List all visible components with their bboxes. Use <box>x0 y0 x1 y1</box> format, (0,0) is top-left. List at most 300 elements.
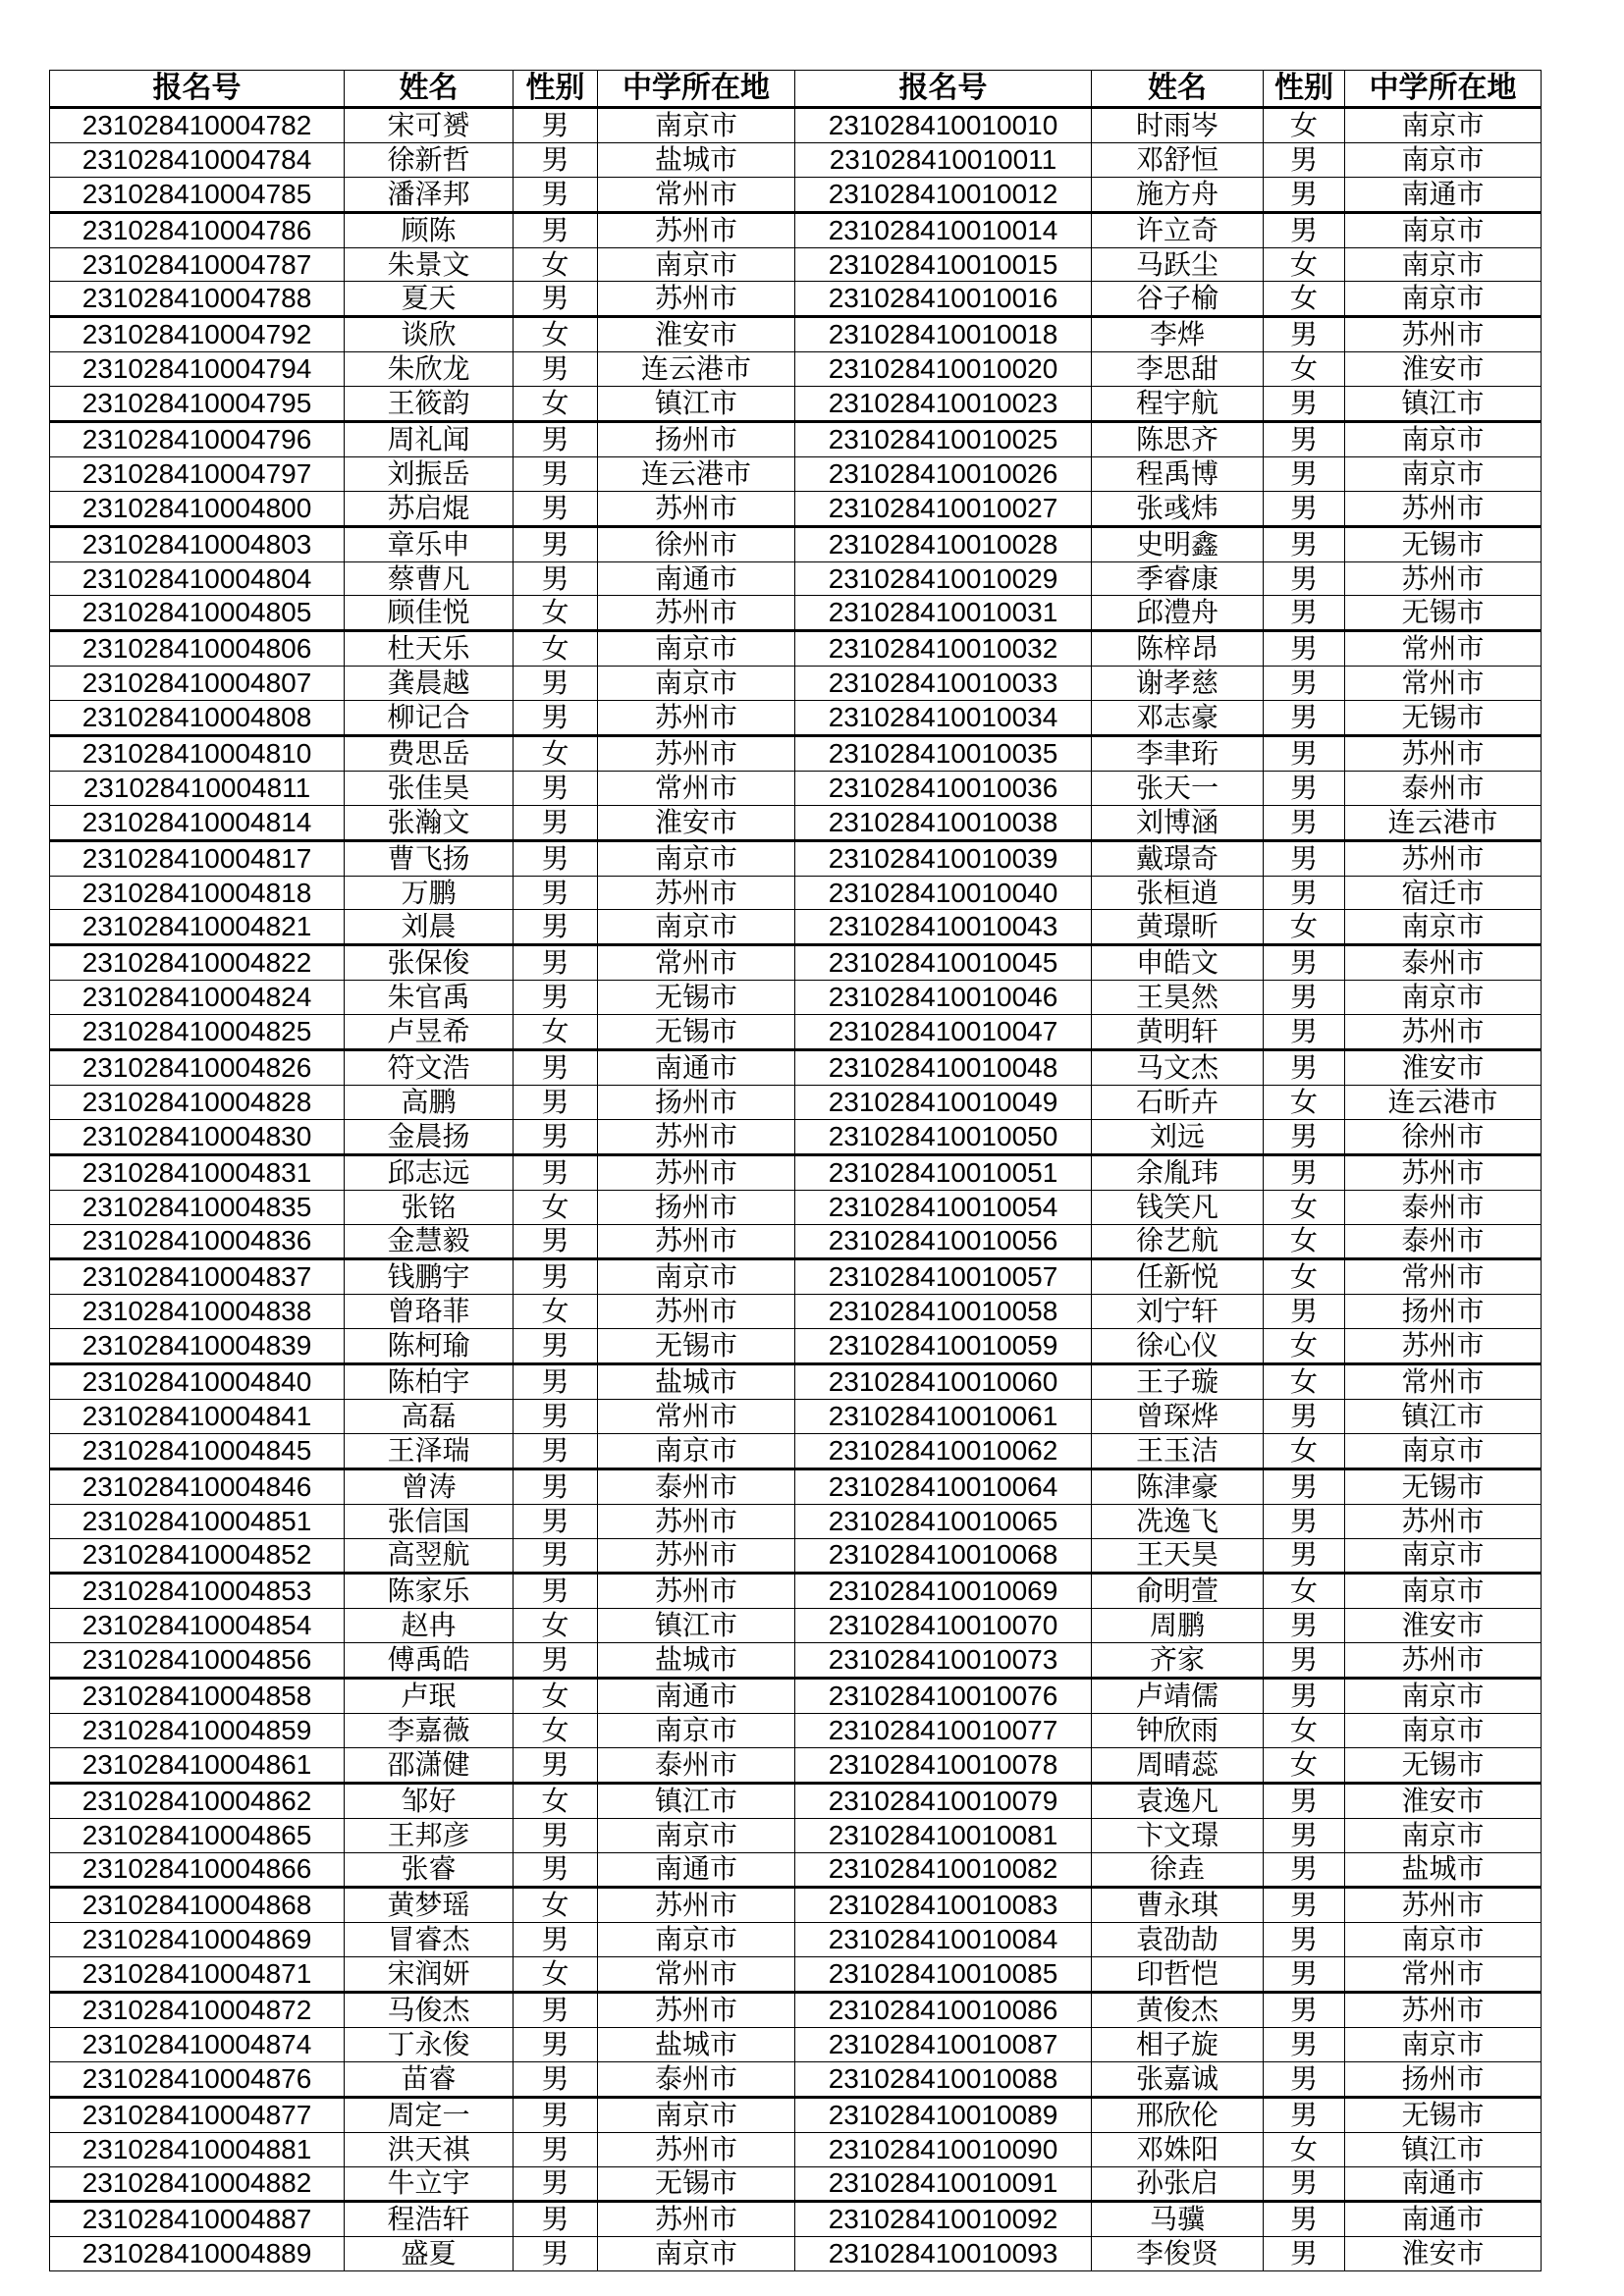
cell-registration-number: 231028410010088 <box>795 2061 1092 2097</box>
cell-name: 钱笑凡 <box>1092 1190 1264 1224</box>
cell-registration-number: 231028410010011 <box>795 142 1092 177</box>
cell-name: 盛夏 <box>345 2237 514 2271</box>
cell-school-city: 南京市 <box>598 1259 795 1295</box>
table-row <box>50 1679 1542 1714</box>
cell-gender: 男 <box>514 981 598 1015</box>
cell-registration-number: 231028410004788 <box>50 282 345 317</box>
cell-school-city: 常州市 <box>598 771 795 805</box>
cell-gender: 女 <box>1264 1190 1345 1224</box>
cell-registration-number: 231028410004787 <box>50 247 345 282</box>
table-row <box>50 2027 1542 2061</box>
cell-gender: 男 <box>514 2237 598 2271</box>
table-row <box>50 945 1542 981</box>
cell-registration-number: 231028410004830 <box>50 1119 345 1154</box>
cell-registration-number: 231028410010054 <box>795 1190 1092 1224</box>
cell-name: 钟欣雨 <box>1092 1713 1264 1747</box>
cell-school-city: 盐城市 <box>598 2027 795 2061</box>
cell-school-city: 南京市 <box>598 1818 795 1852</box>
cell-gender: 女 <box>1264 1085 1345 1119</box>
cell-registration-number: 231028410004881 <box>50 2132 345 2166</box>
cell-gender: 男 <box>1264 1119 1345 1154</box>
cell-gender: 男 <box>1264 840 1345 876</box>
cell-school-city: 南京市 <box>1345 247 1542 282</box>
cell-name: 柳记合 <box>345 701 514 736</box>
table-row <box>50 805 1542 840</box>
cell-registration-number: 231028410004851 <box>50 1504 345 1538</box>
cell-school-city: 连云港市 <box>1345 805 1542 840</box>
cell-gender: 女 <box>514 1295 598 1329</box>
cell-name: 李思甜 <box>1092 352 1264 387</box>
table-row <box>50 1852 1542 1888</box>
cell-name: 马俊杰 <box>345 1993 514 2028</box>
cell-name: 徐心仪 <box>1092 1329 1264 1364</box>
table-row <box>50 1713 1542 1747</box>
cell-registration-number: 231028410010059 <box>795 1329 1092 1364</box>
cell-school-city: 南京市 <box>598 667 795 701</box>
cell-school-city: 常州市 <box>1345 667 1542 701</box>
cell-gender: 男 <box>514 805 598 840</box>
cell-registration-number: 231028410004782 <box>50 108 345 143</box>
cell-school-city: 镇江市 <box>598 1609 795 1643</box>
cell-registration-number: 231028410004822 <box>50 945 345 981</box>
cell-name: 朱官禹 <box>345 981 514 1015</box>
cell-name: 刘远 <box>1092 1119 1264 1154</box>
cell-registration-number: 231028410010045 <box>795 945 1092 981</box>
cell-school-city: 徐州市 <box>1345 1119 1542 1154</box>
table-row <box>50 596 1542 631</box>
cell-school-city: 无锡市 <box>1345 2097 1542 2132</box>
cell-name: 顾佳悦 <box>345 596 514 631</box>
cell-gender: 男 <box>1264 2237 1345 2271</box>
cell-name: 王筱韵 <box>345 387 514 422</box>
cell-name: 陈家乐 <box>345 1574 514 1609</box>
table-row <box>50 1957 1542 1993</box>
cell-registration-number: 231028410010012 <box>795 177 1092 212</box>
cell-gender: 男 <box>1264 981 1345 1015</box>
cell-registration-number: 231028410004852 <box>50 1538 345 1574</box>
cell-name: 袁劭劼 <box>1092 1923 1264 1957</box>
cell-registration-number: 231028410004841 <box>50 1399 345 1433</box>
cell-school-city: 苏州市 <box>598 1993 795 2028</box>
cell-gender: 男 <box>514 876 598 910</box>
cell-school-city: 南京市 <box>1345 1818 1542 1852</box>
cell-name: 王昊然 <box>1092 981 1264 1015</box>
cell-gender: 男 <box>514 212 598 247</box>
table-row <box>50 1224 1542 1259</box>
cell-registration-number: 231028410004877 <box>50 2097 345 2132</box>
cell-registration-number: 231028410010023 <box>795 387 1092 422</box>
cell-registration-number: 231028410010081 <box>795 1818 1092 1852</box>
cell-registration-number: 231028410004817 <box>50 840 345 876</box>
cell-name: 夏天 <box>345 282 514 317</box>
cell-registration-number: 231028410010092 <box>795 2202 1092 2237</box>
cell-gender: 男 <box>1264 1818 1345 1852</box>
cell-gender: 男 <box>514 1224 598 1259</box>
cell-name: 徐垚 <box>1092 1852 1264 1888</box>
cell-gender: 男 <box>514 2061 598 2097</box>
cell-gender: 男 <box>1264 1923 1345 1957</box>
cell-school-city: 无锡市 <box>1345 596 1542 631</box>
cell-school-city: 无锡市 <box>1345 526 1542 561</box>
cell-gender: 男 <box>1264 805 1345 840</box>
cell-school-city: 南京市 <box>1345 2027 1542 2061</box>
cell-school-city: 镇江市 <box>598 1783 795 1818</box>
cell-gender: 男 <box>1264 526 1345 561</box>
cell-school-city: 镇江市 <box>1345 1399 1542 1433</box>
cell-registration-number: 231028410010064 <box>795 1468 1092 1504</box>
cell-registration-number: 231028410004805 <box>50 596 345 631</box>
table-row <box>50 1993 1542 2028</box>
column-header-gender: 性别 <box>1264 71 1345 108</box>
cell-gender: 男 <box>514 1747 598 1783</box>
cell-name: 马骥 <box>1092 2202 1264 2237</box>
cell-name: 谈欣 <box>345 317 514 352</box>
cell-school-city: 无锡市 <box>1345 1468 1542 1504</box>
cell-name: 张铭 <box>345 1190 514 1224</box>
cell-registration-number: 231028410004889 <box>50 2237 345 2271</box>
table-row <box>50 1329 1542 1364</box>
cell-registration-number: 231028410004854 <box>50 1609 345 1643</box>
cell-school-city: 徐州市 <box>598 526 795 561</box>
cell-gender: 女 <box>514 1609 598 1643</box>
cell-gender: 男 <box>514 1154 598 1190</box>
cell-registration-number: 231028410004839 <box>50 1329 345 1364</box>
cell-school-city: 扬州市 <box>598 1085 795 1119</box>
cell-registration-number: 231028410004824 <box>50 981 345 1015</box>
cell-name: 顾陈 <box>345 212 514 247</box>
cell-gender: 女 <box>1264 1747 1345 1783</box>
cell-name: 高鹏 <box>345 1085 514 1119</box>
cell-school-city: 南京市 <box>598 247 795 282</box>
cell-school-city: 南京市 <box>598 2097 795 2132</box>
cell-school-city: 苏州市 <box>598 1154 795 1190</box>
cell-name: 王玉洁 <box>1092 1433 1264 1468</box>
cell-registration-number: 231028410010082 <box>795 1852 1092 1888</box>
cell-school-city: 南京市 <box>1345 910 1542 945</box>
cell-gender: 男 <box>1264 2202 1345 2237</box>
cell-registration-number: 231028410010015 <box>795 247 1092 282</box>
cell-gender: 男 <box>1264 491 1345 526</box>
cell-gender: 男 <box>514 1574 598 1609</box>
table-row <box>50 1364 1542 1400</box>
cell-name: 王天昊 <box>1092 1538 1264 1574</box>
table-row <box>50 1504 1542 1538</box>
cell-registration-number: 231028410010070 <box>795 1609 1092 1643</box>
cell-registration-number: 231028410004862 <box>50 1783 345 1818</box>
table-row <box>50 840 1542 876</box>
cell-school-city: 南京市 <box>598 1713 795 1747</box>
cell-registration-number: 231028410004853 <box>50 1574 345 1609</box>
cell-registration-number: 231028410004808 <box>50 701 345 736</box>
cell-school-city: 苏州市 <box>598 1295 795 1329</box>
cell-registration-number: 231028410010093 <box>795 2237 1092 2271</box>
cell-school-city: 常州市 <box>1345 631 1542 667</box>
cell-name: 俞明萱 <box>1092 1574 1264 1609</box>
cell-name: 邵潇健 <box>345 1747 514 1783</box>
cell-registration-number: 231028410010026 <box>795 456 1092 491</box>
cell-school-city: 无锡市 <box>1345 1747 1542 1783</box>
cell-registration-number: 231028410004792 <box>50 317 345 352</box>
cell-gender: 男 <box>514 1329 598 1364</box>
cell-school-city: 南通市 <box>598 1852 795 1888</box>
cell-gender: 男 <box>514 177 598 212</box>
cell-registration-number: 231028410010056 <box>795 1224 1092 1259</box>
cell-school-city: 南京市 <box>598 2237 795 2271</box>
cell-registration-number: 231028410004871 <box>50 1957 345 1993</box>
column-header-name: 姓名 <box>1092 71 1264 108</box>
cell-school-city: 南京市 <box>598 1433 795 1468</box>
table-row <box>50 1015 1542 1050</box>
cell-registration-number: 231028410004797 <box>50 456 345 491</box>
cell-name: 徐新哲 <box>345 142 514 177</box>
table-row <box>50 1923 1542 1957</box>
cell-name: 邱志远 <box>345 1154 514 1190</box>
cell-registration-number: 231028410010086 <box>795 1993 1092 2028</box>
cell-gender: 男 <box>514 2202 598 2237</box>
cell-registration-number: 231028410004818 <box>50 876 345 910</box>
table-row <box>50 1119 1542 1154</box>
cell-school-city: 盐城市 <box>598 1364 795 1400</box>
cell-name: 陈思齐 <box>1092 422 1264 457</box>
cell-registration-number: 231028410004882 <box>50 2166 345 2202</box>
table-row <box>50 212 1542 247</box>
cell-name: 潘泽邦 <box>345 177 514 212</box>
cell-gender: 女 <box>1264 1259 1345 1295</box>
cell-gender: 女 <box>1264 247 1345 282</box>
table-row <box>50 876 1542 910</box>
cell-school-city: 淮安市 <box>1345 1050 1542 1086</box>
cell-registration-number: 231028410004804 <box>50 561 345 596</box>
table-row <box>50 736 1542 772</box>
table-row <box>50 387 1542 422</box>
admission-list-table <box>49 70 1542 2271</box>
cell-registration-number: 231028410010018 <box>795 317 1092 352</box>
table-row <box>50 108 1542 143</box>
cell-school-city: 苏州市 <box>598 1888 795 1923</box>
cell-registration-number: 231028410010084 <box>795 1923 1092 1957</box>
cell-name: 傅禹皓 <box>345 1643 514 1679</box>
cell-school-city: 南京市 <box>1345 1574 1542 1609</box>
cell-name: 印哲恺 <box>1092 1957 1264 1993</box>
table-row <box>50 1818 1542 1852</box>
cell-school-city: 南京市 <box>1345 1538 1542 1574</box>
cell-registration-number: 231028410010077 <box>795 1713 1092 1747</box>
cell-registration-number: 231028410010068 <box>795 1538 1092 1574</box>
cell-name: 钱鹏宇 <box>345 1259 514 1295</box>
cell-gender: 男 <box>514 1050 598 1086</box>
table-row <box>50 282 1542 317</box>
cell-registration-number: 231028410010028 <box>795 526 1092 561</box>
cell-registration-number: 231028410010089 <box>795 2097 1092 2132</box>
cell-school-city: 苏州市 <box>1345 1329 1542 1364</box>
cell-name: 王泽瑞 <box>345 1433 514 1468</box>
cell-gender: 男 <box>514 945 598 981</box>
table-row <box>50 2097 1542 2132</box>
cell-school-city: 扬州市 <box>1345 1295 1542 1329</box>
cell-registration-number: 231028410004837 <box>50 1259 345 1295</box>
cell-school-city: 无锡市 <box>598 2166 795 2202</box>
cell-gender: 男 <box>1264 1609 1345 1643</box>
cell-gender: 男 <box>1264 1504 1345 1538</box>
cell-gender: 男 <box>514 771 598 805</box>
cell-name: 许立奇 <box>1092 212 1264 247</box>
cell-registration-number: 231028410004858 <box>50 1679 345 1714</box>
table-row <box>50 1050 1542 1086</box>
cell-school-city: 无锡市 <box>1345 701 1542 736</box>
table-row <box>50 561 1542 596</box>
cell-name: 高磊 <box>345 1399 514 1433</box>
cell-registration-number: 231028410004846 <box>50 1468 345 1504</box>
cell-gender: 男 <box>1264 701 1345 736</box>
cell-gender: 男 <box>514 1119 598 1154</box>
cell-gender: 女 <box>514 1679 598 1714</box>
table-row <box>50 1538 1542 1574</box>
column-header-school-city: 中学所在地 <box>1345 71 1542 108</box>
cell-registration-number: 231028410010034 <box>795 701 1092 736</box>
cell-school-city: 南京市 <box>1345 1679 1542 1714</box>
cell-school-city: 泰州市 <box>1345 771 1542 805</box>
cell-gender: 男 <box>1264 1852 1345 1888</box>
cell-gender: 男 <box>514 1538 598 1574</box>
cell-registration-number: 231028410010078 <box>795 1747 1092 1783</box>
cell-name: 马跃尘 <box>1092 247 1264 282</box>
cell-school-city: 泰州市 <box>598 1468 795 1504</box>
cell-name: 程禹博 <box>1092 456 1264 491</box>
cell-school-city: 泰州市 <box>1345 945 1542 981</box>
cell-name: 相子旋 <box>1092 2027 1264 2061</box>
cell-school-city: 苏州市 <box>1345 491 1542 526</box>
table-row <box>50 352 1542 387</box>
table-row <box>50 631 1542 667</box>
cell-gender: 男 <box>514 2097 598 2132</box>
column-header-school-city: 中学所在地 <box>598 71 795 108</box>
table-row <box>50 2061 1542 2097</box>
cell-school-city: 苏州市 <box>598 1119 795 1154</box>
cell-registration-number: 231028410010010 <box>795 108 1092 143</box>
cell-name: 龚晨越 <box>345 667 514 701</box>
cell-registration-number: 231028410010073 <box>795 1643 1092 1679</box>
cell-name: 高翌航 <box>345 1538 514 1574</box>
cell-registration-number: 231028410004828 <box>50 1085 345 1119</box>
table-row <box>50 456 1542 491</box>
cell-school-city: 苏州市 <box>1345 736 1542 772</box>
cell-school-city: 南京市 <box>1345 108 1542 143</box>
table-row <box>50 526 1542 561</box>
table-row <box>50 1609 1542 1643</box>
table-row <box>50 1783 1542 1818</box>
cell-registration-number: 231028410004865 <box>50 1818 345 1852</box>
cell-gender: 男 <box>514 1643 598 1679</box>
cell-school-city: 苏州市 <box>1345 317 1542 352</box>
cell-registration-number: 231028410010038 <box>795 805 1092 840</box>
cell-registration-number: 231028410004794 <box>50 352 345 387</box>
cell-name: 张信国 <box>345 1504 514 1538</box>
cell-name: 蔡曹凡 <box>345 561 514 596</box>
cell-school-city: 南京市 <box>1345 422 1542 457</box>
cell-school-city: 南京市 <box>1345 456 1542 491</box>
cell-gender: 男 <box>1264 1399 1345 1433</box>
cell-registration-number: 231028410004835 <box>50 1190 345 1224</box>
cell-registration-number: 231028410004785 <box>50 177 345 212</box>
cell-name: 朱景文 <box>345 247 514 282</box>
cell-name: 符文浩 <box>345 1050 514 1086</box>
cell-name: 张瀚文 <box>345 805 514 840</box>
cell-registration-number: 231028410010085 <box>795 1957 1092 1993</box>
cell-gender: 男 <box>1264 387 1345 422</box>
cell-name: 张天一 <box>1092 771 1264 805</box>
table-row <box>50 667 1542 701</box>
cell-name: 戴璟奇 <box>1092 840 1264 876</box>
cell-name: 卢靖儒 <box>1092 1679 1264 1714</box>
cell-registration-number: 231028410010036 <box>795 771 1092 805</box>
cell-name: 邓舒恒 <box>1092 142 1264 177</box>
cell-registration-number: 231028410004869 <box>50 1923 345 1957</box>
cell-registration-number: 231028410004866 <box>50 1852 345 1888</box>
cell-registration-number: 231028410010060 <box>795 1364 1092 1400</box>
cell-gender: 男 <box>1264 1295 1345 1329</box>
cell-gender: 女 <box>514 1888 598 1923</box>
cell-name: 马文杰 <box>1092 1050 1264 1086</box>
cell-gender: 男 <box>1264 736 1345 772</box>
cell-name: 陈柯瑜 <box>345 1329 514 1364</box>
cell-registration-number: 231028410010087 <box>795 2027 1092 2061</box>
cell-gender: 女 <box>1264 108 1345 143</box>
cell-name: 谢孝慈 <box>1092 667 1264 701</box>
cell-registration-number: 231028410004821 <box>50 910 345 945</box>
cell-gender: 男 <box>514 2166 598 2202</box>
cell-gender: 女 <box>514 1015 598 1050</box>
cell-school-city: 苏州市 <box>598 2202 795 2237</box>
cell-gender: 男 <box>1264 1993 1345 2028</box>
cell-registration-number: 231028410004868 <box>50 1888 345 1923</box>
cell-gender: 男 <box>1264 2061 1345 2097</box>
table-row <box>50 1747 1542 1783</box>
cell-registration-number: 231028410004811 <box>50 771 345 805</box>
cell-name: 刘博涵 <box>1092 805 1264 840</box>
cell-registration-number: 231028410010049 <box>795 1085 1092 1119</box>
cell-name: 邹好 <box>345 1783 514 1818</box>
cell-name: 曾琛烨 <box>1092 1399 1264 1433</box>
cell-name: 李聿珩 <box>1092 736 1264 772</box>
cell-school-city: 泰州市 <box>598 1747 795 1783</box>
cell-name: 邓志豪 <box>1092 701 1264 736</box>
cell-gender: 男 <box>1264 1643 1345 1679</box>
cell-name: 刘晨 <box>345 910 514 945</box>
cell-gender: 男 <box>1264 1468 1345 1504</box>
cell-name: 时雨岑 <box>1092 108 1264 143</box>
cell-gender: 男 <box>1264 1015 1345 1050</box>
cell-school-city: 淮安市 <box>598 317 795 352</box>
table-row <box>50 2132 1542 2166</box>
cell-school-city: 泰州市 <box>1345 1190 1542 1224</box>
cell-registration-number: 231028410010062 <box>795 1433 1092 1468</box>
cell-registration-number: 231028410004825 <box>50 1015 345 1050</box>
cell-gender: 女 <box>1264 1713 1345 1747</box>
cell-school-city: 常州市 <box>1345 1364 1542 1400</box>
cell-gender: 男 <box>1264 456 1345 491</box>
cell-gender: 男 <box>1264 1783 1345 1818</box>
cell-name: 周定一 <box>345 2097 514 2132</box>
cell-gender: 男 <box>1264 142 1345 177</box>
cell-gender: 男 <box>1264 1050 1345 1086</box>
cell-registration-number: 231028410004795 <box>50 387 345 422</box>
cell-school-city: 南京市 <box>1345 212 1542 247</box>
cell-gender: 男 <box>514 491 598 526</box>
cell-registration-number: 231028410010040 <box>795 876 1092 910</box>
cell-gender: 女 <box>514 1783 598 1818</box>
cell-gender: 男 <box>514 526 598 561</box>
cell-school-city: 南通市 <box>1345 2166 1542 2202</box>
